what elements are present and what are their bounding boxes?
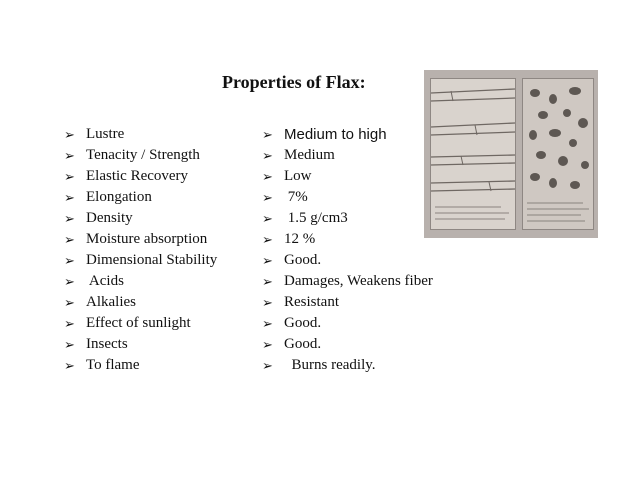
arrow-bullet-icon: ➢: [262, 336, 273, 352]
list-item: [262, 355, 433, 376]
list-item: [262, 187, 433, 208]
property-value: Low: [284, 168, 312, 184]
property-names-list: [64, 124, 217, 376]
arrow-bullet-icon: ➢: [64, 126, 75, 142]
arrow-bullet-icon: ➢: [64, 168, 75, 184]
list-item: [262, 334, 433, 355]
list-item: [64, 208, 217, 229]
property-name: Alkalies: [86, 294, 136, 310]
list-item: [64, 250, 217, 271]
arrow-bullet-icon: ➢: [64, 252, 75, 268]
property-value: Burns readily.: [284, 357, 376, 373]
arrow-bullet-icon: ➢: [262, 189, 273, 205]
flax-fiber-micrograph: [424, 70, 598, 238]
arrow-bullet-icon: ➢: [64, 357, 75, 373]
arrow-bullet-icon: ➢: [262, 147, 273, 163]
property-value: Resistant: [284, 294, 339, 310]
property-name: Elongation: [86, 189, 152, 205]
arrow-bullet-icon: ➢: [64, 273, 75, 289]
list-item: [64, 187, 217, 208]
list-item: [262, 313, 433, 334]
list-item: [64, 355, 217, 376]
property-value: Medium to high: [284, 126, 387, 143]
property-name: Elastic Recovery: [86, 168, 189, 184]
arrow-bullet-icon: ➢: [262, 168, 273, 184]
arrow-bullet-icon: ➢: [64, 231, 75, 247]
list-item: [64, 166, 217, 187]
property-name: Acids: [86, 273, 124, 289]
arrow-bullet-icon: ➢: [64, 210, 75, 226]
arrow-bullet-icon: ➢: [262, 126, 273, 142]
property-value: Good.: [284, 336, 322, 352]
slide-title: Properties of Flax:: [222, 72, 366, 92]
arrow-bullet-icon: ➢: [64, 189, 75, 205]
list-item: [262, 292, 433, 313]
arrow-bullet-icon: ➢: [262, 273, 273, 289]
arrow-bullet-icon: ➢: [262, 231, 273, 247]
list-item: [262, 145, 433, 166]
property-value: 1.5 g/cm3: [284, 210, 348, 226]
arrow-bullet-icon: ➢: [262, 357, 273, 373]
longitudinal-view-image: [430, 78, 516, 230]
arrow-bullet-icon: ➢: [262, 252, 273, 268]
arrow-bullet-icon: ➢: [64, 294, 75, 310]
arrow-bullet-icon: ➢: [64, 336, 75, 352]
list-item: [64, 292, 217, 313]
list-item: [262, 271, 433, 292]
list-item: [64, 271, 217, 292]
property-name: Dimensional Stability: [86, 252, 218, 268]
property-name: Insects: [86, 336, 128, 352]
property-name: Effect of sunlight: [86, 315, 191, 331]
property-name: Moisture absorption: [86, 231, 208, 247]
list-item: [262, 124, 433, 145]
list-item: [64, 124, 217, 145]
property-name: To flame: [86, 357, 140, 373]
list-item: [262, 166, 433, 187]
list-item: [262, 250, 433, 271]
arrow-bullet-icon: ➢: [262, 315, 273, 331]
property-name: Density: [86, 210, 133, 226]
property-name: Tenacity / Strength: [86, 147, 200, 163]
property-value: Damages, Weakens fiber: [284, 273, 433, 289]
list-item: [64, 229, 217, 250]
property-values-list: [262, 124, 433, 376]
property-value: Medium: [284, 147, 335, 163]
arrow-bullet-icon: ➢: [64, 315, 75, 331]
arrow-bullet-icon: ➢: [64, 147, 75, 163]
property-value: Good.: [284, 315, 322, 331]
list-item: [64, 145, 217, 166]
list-item: [262, 229, 433, 250]
property-value: 7%: [284, 189, 308, 205]
arrow-bullet-icon: ➢: [262, 210, 273, 226]
property-name: Lustre: [86, 126, 125, 142]
property-value: 12 %: [284, 231, 316, 247]
cross-section-image: [522, 78, 594, 230]
list-item: [64, 334, 217, 355]
property-value: Good.: [284, 252, 322, 268]
list-item: [262, 208, 433, 229]
list-item: [64, 313, 217, 334]
arrow-bullet-icon: ➢: [262, 294, 273, 310]
